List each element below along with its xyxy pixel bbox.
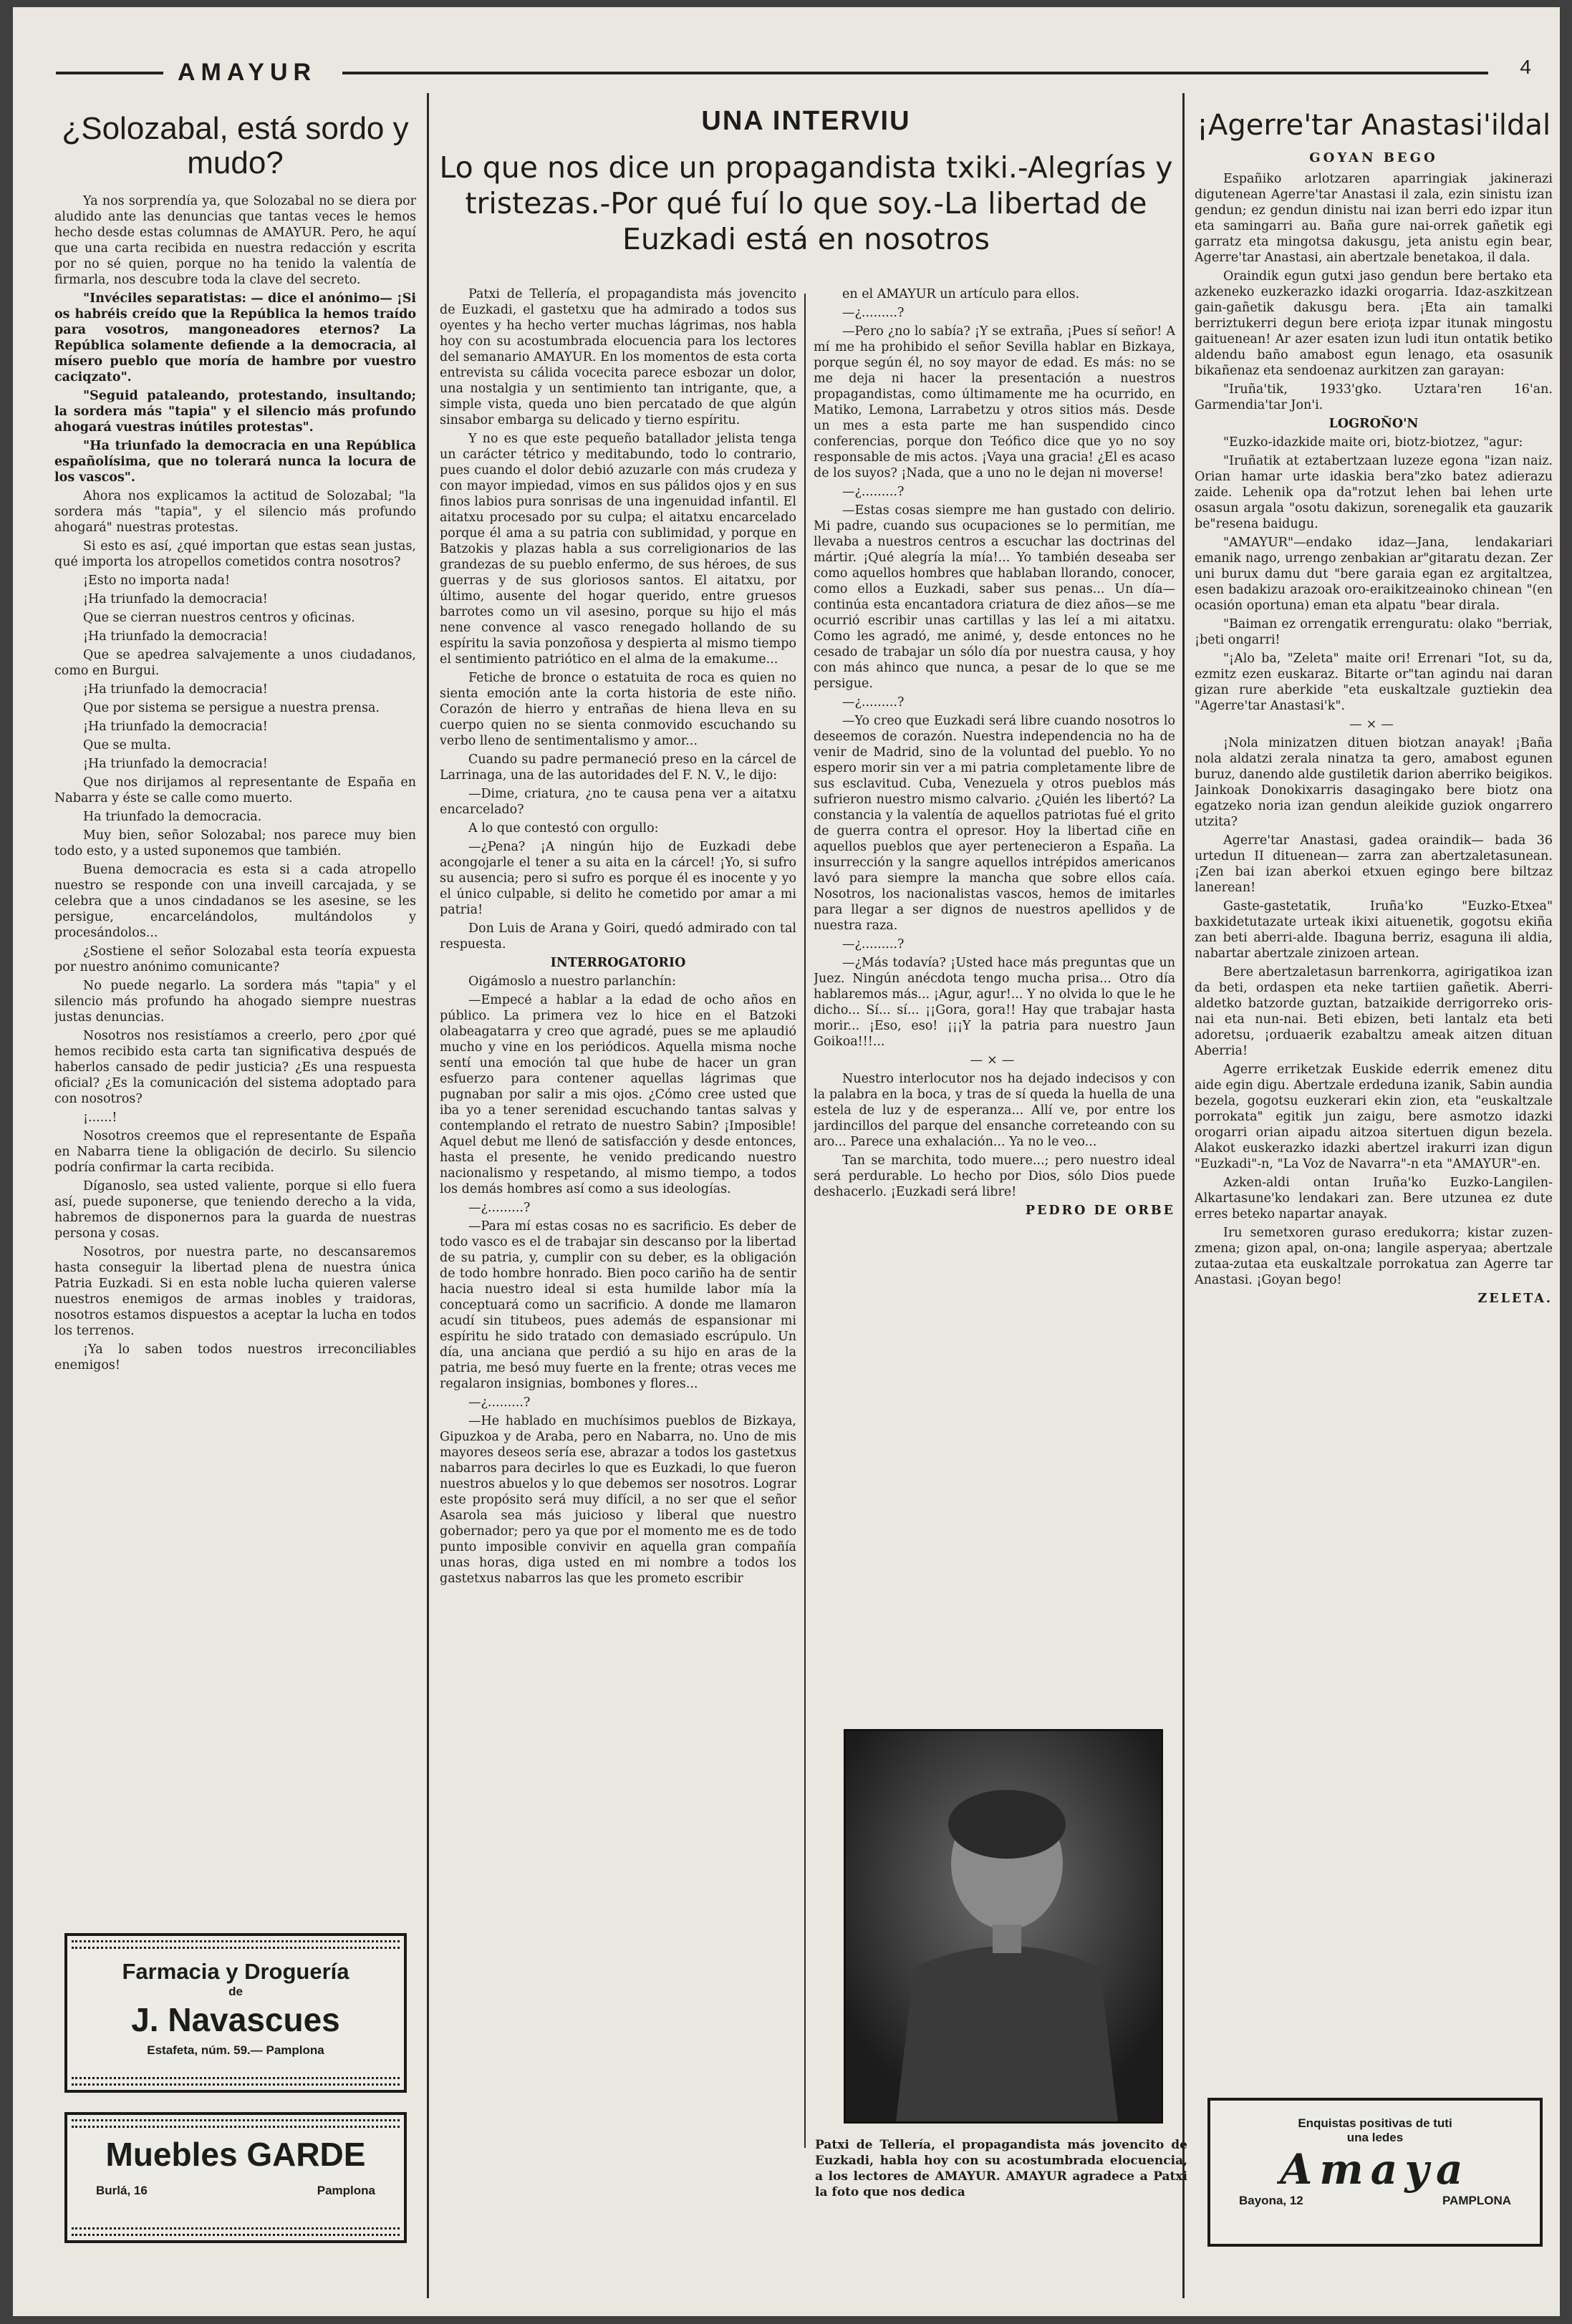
newspaper-page [13,7,1560,2316]
paragraph: Muy bien, señor Solozabal; nos parece muy bien todo esto, y a usted suponemos que también. [54,828,416,858]
paragraph: PEDRO DE ORBE [1025,1204,1175,1218]
paragraph: "Iruñatik at eztabertzaan luzeze egona "izan naiz. Orian hamar urte idaskia bera"zko batez adierazu zaide. Lehenik opa da"rotzut lehen bai lehen urte osasun argala "osotu dakizun, sorenegalik eta gauzarik be"resena baidugu. [1195,454,1553,531]
paragraph: en el AMAYUR un artículo para ellos. [842,287,1080,301]
paragraph: "¡Alo ba, "Zeleta" maite ori! Errenari "Iot, su da, ezmitz ezen euskaraz. Bitarte or"tan agindu nai daran gizan rure aberkide "eta euskaltzale guztiekin dea "Agerre'tar Anastasi'k". [1195,652,1553,713]
ad-amaya-street: Bayona, 12 [1239,2194,1303,2207]
paragraph: Ya nos sorprendía ya, que Solozabal no se diera por aludido ante las denuncias que tantas veces le hemos hecho desde estas columnas de AMAYUR. Pero, he aquí que una carta recibida en nuestra redacción y escrita por no sé quien, porque no ha tenido la valentía de firmarla, nos descubre toda la clave del secreto. [54,194,416,287]
center-headline: Lo que nos dice un propagandista txiki.-Alegrías y tristezas.-Por qué fuí lo que soy.-La libertad de Euzkadi está en nosotros [439,150,1173,256]
paragraph: Que se apedrea salvajemente a unos ciudadanos, como en Burgui. [54,648,416,678]
paragraph: "Iruña'tik, 1933'gko. Uztara'ren 16'an. Garmendia'tar Jon'i. [1195,382,1553,412]
ad-farmacia-name: J. Navascues [131,2001,340,2038]
paragraph: —¿.........? [468,1395,531,1410]
paragraph: —Dime, criatura, ¿no te causa pena ver a aitatxu encarcelado? [440,787,796,817]
ad-border-dots [72,1940,400,1949]
paragraph: Nuestro interlocutor nos ha dejado indecisos y con la palabra en la boca, y tras de sí queda la huella de una estela de luz y de esperanza... Allí ve, por entre los jardincillos del parque del ensanche correteando con su aro... Parece una exhalación... Ya no le veo... [814,1072,1175,1149]
ad-farmacia-line2: de [228,1985,243,1998]
paragraph: "Seguid pataleando, protestando, insultando; la sordera más "tapia" y el silencio más profundo ahogará vuestras inútiles protestas". [54,389,416,435]
paragraph: Que se multa. [83,738,171,752]
portrait-image [846,1731,1161,2121]
paragraph: Y no es que este pequeño batallador jelista tenga un carácter tétrico y meditabundo, todo lo contrario, pues cuando el dolor debió azuzarle con más crudeza y con mayor impiedad, vimos en sus pálidos ojos y en sus finos labios pura sonrisas de una ingenuidad infantil. El aitatxu procesado por su culpa; el aitatxu encarcelado porque él ama a su patria con sublimidad, y porque en Batzokis y plazas habla a sus correligionarios de las grandezas de su pueblo enfermo, de sus héroes, de sus guerras y de sus gloriosos santos. El aitatxu, por último, ausente del hogar querido, entre gruesos barrotes como un vil asesino, porque su hijo el más nene convence al vasco renegado hollando de su espíritu la savia ponzoñosa y despierta al mismo tiempo el sentimiento patriótico en el alma de la emakume... [440,432,796,667]
paragraph: —¿Más todavía? ¡Usted hace más preguntas que un Juez. Ningún anécdota tengo mucha prisa... Otro día hablaremos más... ¡Agur, agur!... Y no olvida lo que le he dicho... Sí... sí... ¡¡Gora, gora!! Hay que trabajar hasta morir... ¡Eso, eso! ¡¡¡Y la patria para nuestro Jaun Goikoa!!!... [814,956,1175,1049]
paragraph: Nosotros, por nuestra parte, no descansaremos hasta conseguir la libertad plena de nuestra única Patria Euzkadi. Si en esta noble lucha quieren valerse nuestros enemigos de armas inobles y traidoras, nosotros estamos dispuestos a aceptar la lucha en todos los terrenos. [54,1245,416,1338]
paragraph: Si esto es así, ¿qué importan que estas sean justas, qué importa los atropellos cometidos contra nosotros? [54,539,416,569]
paragraph: Díganoslo, sea usted valiente, porque si ello fuera así, puede suponerse, que teniendo derecho a la vida, habremos de disponernos para la guarda de nuestras persona y cosas. [54,1179,416,1241]
paragraph: —¿.........? [842,485,905,499]
paragraph: ¡......! [83,1110,117,1125]
ad-amaya-address [1210,2194,1540,2208]
paragraph: Azken-aldi ontan Iruña'ko Euzko-Langilen-Alkartasune'ko lendakari zan. Bere utzunea ez dute erres beteko napartar anayak. [1195,1176,1553,1221]
column-divider [804,294,806,2148]
paragraph: —Estas cosas siempre me han gustado con delirio. Mi padre, cuando sus ocupaciones se lo permitían, me llevaba a nuestros centros a escuchar las doctrinas del mártir. ¡Qué alegría la mía!... Yo también deseaba ser como aquellos hombres que hablaban llorando, conocer, como ellos a Euzkadi, saber sus penas... Un día—continúa esta encantadora criatura de diez años—se me ocurrió escribir unas cartillas y las leí a mi aitatxu. Como les agradó, me animé, y, desde entonces no he cesado de trabajar un sólo día por nuestra causa, y hoy con más ahinco que nunca, a pesar de lo que se me persigue. [814,503,1175,691]
paragraph: Que por sistema se persigue a nuestra prensa. [83,701,380,715]
paragraph: "Baiman ez orrengatik errenguratu: olako "berriak, ¡beti ongarri! [1195,617,1553,647]
paragraph: ¿Sostiene el señor Solozabal esta teoría expuesta por nuestro anónimo comunicante? [54,944,416,974]
paragraph: ¡Ha triunfado la democracia! [83,629,268,644]
paragraph: ¡Ha triunfado la democracia! [83,720,268,734]
paragraph: Fetiche de bronce o estatuita de roca es quien no sienta emoción ante la corta historia de este niño. Corazón de hierro y entrañas de hiena lleva en su cuerpo quien no se sienta conmovido escuchando su verbo lleno de sentimentalismo y amor... [440,671,796,748]
paragraph: Nosotros creemos que el representante de España en Nabarra tiene la obligación de decirlo. Su silencio podría confirmar la carta recibida. [54,1129,416,1175]
center-article-col1 [440,286,796,2298]
paragraph: Nosotros nos resistíamos a creerlo, pero ¿por qué hemos recibido esta carta tan significativa después de haberlos cansado de pedir justicia? ¿Es una respuesta oficial? ¿Es la comunicación del sistema adoptado para con nosotros? [54,1029,416,1106]
paragraph: ¡Esto no importa nada! [83,573,230,588]
ad-amaya-name: Amaya [1280,2145,1470,2194]
paragraph: Patxi de Tellería, el propagandista más jovencito de Euzkadi, el gastetxu que ha admirado a todos sus oyentes y ha hecho verter muchas lágrimas, nos habla hoy con su acostumbrada elocuencia para los lectores del semanario AMAYUR. En los momentos de esta corta entrevista su cálida vocecita parece esbozar un dolor, una nostalgia y un sentimiento tan intrigante, que, a simple vista, queda uno bien percatado de que algún sinsabor embarga su delicado y tierno espíritu. [440,287,796,427]
paragraph: Buena democracia es esta si a cada atropello nuestro se responde con una inveill carcajada, y se celebra que a unos cindadanos se les asesine, se les persigue, encarcelándolos, multándolos y procesándolos... [54,863,416,940]
paragraph: —Empecé a hablar a la edad de ocho años en público. La primera vez lo hice en el Batzoki olabeagatarra y creo que agradé, pues se me aplaudió mucho y vine en los periódicos. Aquella misma noche sentí una emoción tal que hube de hacer un gran esfuerzo para contener aquellas lágrimas que pugnaban por salir a mis ojos. ¿Cómo cree usted que iba yo a tener serenidad escuchando tantas salvas y contemplando el retrato de nuestro Sabin? ¡Imposible! Aquel debut me llenó de satisfacción y desde entonces, hasta el presente, he venido predicando nuestro nacionalismo y respetando, al mismo tiempo, a todos los demás hombres así como a sus ideologías. [440,993,796,1196]
paragraph: —×— [1349,717,1398,732]
paragraph: —×— [970,1053,1019,1067]
paragraph: "Invéciles separatistas: — dice el anónimo— ¡Si os habréis creído que la República la hemos traído para vosotros, mangoneadores eternos? La República solamente defiende a la democracia, al mísero pueblo que moría de hambre por vuestro caciqzato". [54,291,416,384]
ad-farmacia [64,1933,407,2093]
paragraph: Oigámoslo a nuestro parlanchín: [468,974,676,989]
paragraph: Agerre'tar Anastasi, gadea oraindik— bada 36 urtedun II dituenean— zarra zan abertzaletasunean. ¡Zen bai izan aberkoi etxuen egingo bere biltzaz lanerean! [1195,833,1553,895]
paragraph: —¿.........? [842,937,905,952]
center-kicker: UNA INTERVIU [701,106,911,136]
right-headline: ¡Agerre'tar Anastasi'ildal [1196,109,1551,142]
ad-muebles-city: Pamplona [317,2184,375,2197]
paragraph: —¿.........? [842,306,905,320]
page-number: 4 [1520,56,1531,78]
paragraph: Españiko arlotzaren aparringiak jakinerazi digutenean Agerre'tar Anastasi il zala, ezin sinistu izan gendun; ez gendun dinistu nai izan berri edo izpar itun eta samingarri au. Baña gure nai-orrek gañetik egi garratz eta mingotsa dakusgu, jeta anistu egin bear, Agerre'tar Anastasi, ain abertzale benetakoa, il dala. [1195,172,1553,265]
masthead-title: AMAYUR [178,59,317,86]
paragraph: ¡Ya lo saben todos nuestros irreconciliables enemigos! [54,1342,416,1372]
left-headline: ¿Solozabal, está sordo y mudo? [62,111,409,180]
paragraph: —Yo creo que Euzkadi será libre cuando nosotros lo deseemos de corazón. Nuestra independencia no ha de venir de Madrid, sino de la voluntad del pueblo. Yo no espero morir sin ver a mi patria completamente libre de sus esclavitud. Cuba, Venezuela y otros pueblos más sufrieron nuestro mismo calvario. ¿Quién les libertó? La constancia y la valentía de aquellos patriotas fué el grito de guerra contra el opresor. Hoy la libertad ciñe en aquellos pueblos que ayer pertenecieron a España. La insurrección y la sangre aquellos intrépidos americanos lavó para siempre la mancha que sobre ellos caía. Nosotros, los nacionalistas vascos, hemos de imitarles para llegar a ser dignos de nuestros apellidos y de nuestra raza. [814,714,1175,933]
right-byline: GOYAN BEGO [1309,150,1438,165]
paragraph: Don Luis de Arana y Goiri, quedó admirado con tal respuesta. [440,921,796,952]
paragraph: Oraindik egun gutxi jaso gendun bere bertako eta azkeneko euzkerazko idazki orogarria. Idaz-aszkitzean gain-gañetik dakusgu bera. ¡Eta ain tamalki berriztukerri degun bere erioța izpar itunak mingostu gaituenean! Ar azer esaten izun ludi itun ontatik betiko aldendu baño amabost egun lenago, eta osasunik bikañenaz eta sendoenaz aurkitzen zan garayan: [1195,269,1553,378]
paragraph: Que se cierran nuestros centros y oficinas. [83,611,355,625]
paragraph: Agerre erriketzak Euskide ederrik emenez ditu aide egin digu. Abertzale erdeduna izanik, Sabin aundia bezela, gogotsu euzkerari ekin zion, eta "euskaltzale porrokata" egitik jun zaigu, bere asmotzo idazki orogarri orian aipadu aitzoa sitertuen digun bezela. Alakot euskerazko idazki abertzel irakurri izan digun "Euzkadi"-n, "La Voz de Navarra"-n eta "AMAYUR"-en. [1195,1062,1553,1171]
center-header [435,99,1177,271]
paragraph: ¡Ha triunfado la democracia! [83,592,268,606]
center-article-col2 [814,286,1175,1690]
paragraph: —¿.........? [842,695,905,710]
photo-caption: Patxi de Tellería, el propagandista más jovencito de Euzkadi, habla hoy con su acostumbrada elocuencia, a los lectores de AMAYUR. AMAYUR agradece a Patxi la foto que nos dedica [815,2138,1187,2199]
right-article [1195,99,1553,2103]
ad-border-dots [72,2077,400,2086]
paragraph: —Pero ¿no lo sabía? ¡Y se extraña, ¡Pues sí señor! A mí me ha prohibido el señor Sevilla hablar en Bizkaya, porque según él, no soy mayor de edad. Es más: no se me deja ni hacer la presentación a nuestros propagandistas, como últimamente me ha ocurrido, en Matiko, Lemona, Larrabetzu y otros sitios más. Desde un mes a esta parte me han suspendido cinco conferencias, porque don Teófico dice que yo no soy responsable de mis actos. ¡Vaya una gracia! ¿El es acaso de los suyos? ¡Nada, que a uno no le dejan ni moverse! [814,324,1175,480]
paragraph: ¡Ha triunfado la democracia! [83,682,268,697]
paragraph: Ahora nos explicamos la actitud de Solozabal; "la sordera más "tapia", y el silencio más profundo ahogará" nuestras protestas. [54,489,416,535]
ad-farmacia-line1: Farmacia y Droguería [122,1959,349,1984]
masthead [56,56,1531,87]
paragraph: Bere abertzaletasun barrenkorra, agirigatikoa izan da beti, ordaspen eta neke tartiien gañetik. Aberri-aldetko batzorde guztan, batzaikide derrigorreko oris-nai eta nun-nai. Beti ebizen, beti lantalz eta beti adoretsu, ¡orduaerik ezabaltzu ameak aitzen dituan Aberria! [1195,965,1553,1058]
ad-amaya [1207,2098,1543,2247]
paragraph: Que nos dirijamos al representante de España en Nabarra y éste se calle como muerto. [54,775,416,805]
masthead-rule-right [342,72,1488,74]
paragraph: —Para mí estas cosas no es sacrificio. Es deber de todo vasco es el de trabajar sin descanso por la libertad de su patria, y, cumplir con su deber, es la obligación de todo hombre honrado. Bien poco cariño ha de sentir hacia nuestro ideal si esta humilde labor mía la conceptuará como un sacrificio. A donde me llamaron acudí sin titubeos, pues además de espansionar mi espíritu he sido tratado con demasiado escrúpulo. Un día, una anciana que perdió a su hijo en aras de la patria, me besó muy fuerte en la frente; otras veces me regalaron insignias, bombones y flores... [440,1219,796,1391]
paragraph: INTERROGATORIO [550,956,686,970]
paragraph: Cuando su padre permaneció preso en la cárcel de Larrinaga, una de las autoridades del F. N. V., le dijo: [440,752,796,783]
paragraph: Tan se marchita, todo muere...; pero nuestro ideal será perdurable. Lo hecho por Dios, sólo Dios puede deshacerlo. ¡Euzkadi será libre! [814,1153,1175,1199]
paragraph: "Euzko-idazkide maite ori, biotz-biotzez, "agur: [1223,435,1523,450]
ad-border-dots [72,2227,400,2236]
paragraph: No puede negarlo. La sordera más "tapia" y el silencio más profundo ha ahogado siempre nuestras justas denuncias. [54,979,416,1025]
ad-amaya-city: PAMPLONA [1442,2194,1511,2207]
masthead-rule-left [56,72,163,74]
paragraph: "AMAYUR"—endako idaz—Jana, lendakariari emanik nago, urrengo zenbakian ar"gitaratu dezan. Zer uni burux damu dut "bere garaia egan ez argitaltzea, esen badakizu arazoak oro-eraikitzeainoko chinean "(en ocasión oportuna) eman eta alpatu "bear dirala. [1195,536,1553,613]
ad-muebles-address [67,2184,404,2198]
ad-border-dots [72,2119,400,2128]
ad-amaya-line2: una ledes [1346,2131,1404,2144]
paragraph: Iru semetxoren guraso eredukorra; kistar zuzen-zmena; gizon apal, on-ona; langile asperyaa; abertzale zutaa-zutaa eta euskaltzale porrokatua zan Agerre tar Anastasi. ¡Goyan bego! [1195,1226,1553,1287]
paragraph: —He hablado en muchísimos pueblos de Bizkaya, Gipuzkoa y de Araba, pero en Nabarra, no. Uno de mis mayores deseos sería ese, abrazar a todos los gastetxus nabarros para decirles lo que es Euzkadi, lo que fueron nuestros abuelos y lo que debemos ser nosotros. Lograr este propósito será muy difícil, a no ser que el señor Asarola sea más juicioso y liberal que nuestro gobernador; pero ya que por el momento me es de todo punto imposible convivir en aquella gran compañía unas horas, diga usted en mi nombre a todos los gastetxus nabarros las que les prometo escribir [440,1414,796,1586]
left-article [54,99,416,1932]
column-divider [1182,93,1185,2298]
ad-amaya-line1: Enquistas positivas de tuti [1298,2116,1452,2130]
paragraph: Ha triunfado la democracia. [83,810,262,824]
paragraph: —¿.........? [468,1201,531,1215]
paragraph: —¿Pena? ¡A ningún hijo de Euzkadi debe acongojarle el tener a su aita en la cárcel! ¡Yo, si sufro su ausencia; pero si sufro es porque él es inocente y yo el único culpable, si delito he cometido por amar a mi patria! [440,840,796,917]
ad-muebles-street: Burlá, 16 [96,2184,148,2197]
ad-farmacia-address: Estafeta, núm. 59.— Pamplona [147,2043,324,2057]
paragraph: "Ha triunfado la democracia en una República españolísima, que no tolerará nunca la locura de los vascos". [54,439,416,485]
column-divider [427,93,429,2298]
ad-muebles-name: Muebles GARDE [105,2136,366,2173]
paragraph: ¡Nola minizatzen dituen biotzan anayak! ¡Baña nola aldatzi zerala ninatza ta gero, amabost egunen buruz, danendo alde gustiletik darion aberriko beigikos. Jainkoak Donokixarris dasagingako bere biotz ona egatzeko noria izan gendun aleikide guziok ongarrero utzita? [1195,736,1553,829]
paragraph: A lo que contestó con orgullo: [468,821,659,836]
paragraph: ZELETA. [1477,1292,1553,1306]
ad-muebles [64,2112,407,2243]
paragraph: Gaste-gastetatik, Iruña'ko "Euzko-Etxea" baxkidetutazate urteak ikixi aituenetik, gogotsu ekiña zan beti aberri-alde. Ibaguna berriz, esaguna ili aldia, nabartar abertzale zinizoen artean. [1195,899,1553,961]
paragraph: ¡Ha triunfado la democracia! [83,757,268,771]
paragraph: LOGROÑO'N [1329,417,1419,431]
portrait-photo [844,1729,1163,2124]
